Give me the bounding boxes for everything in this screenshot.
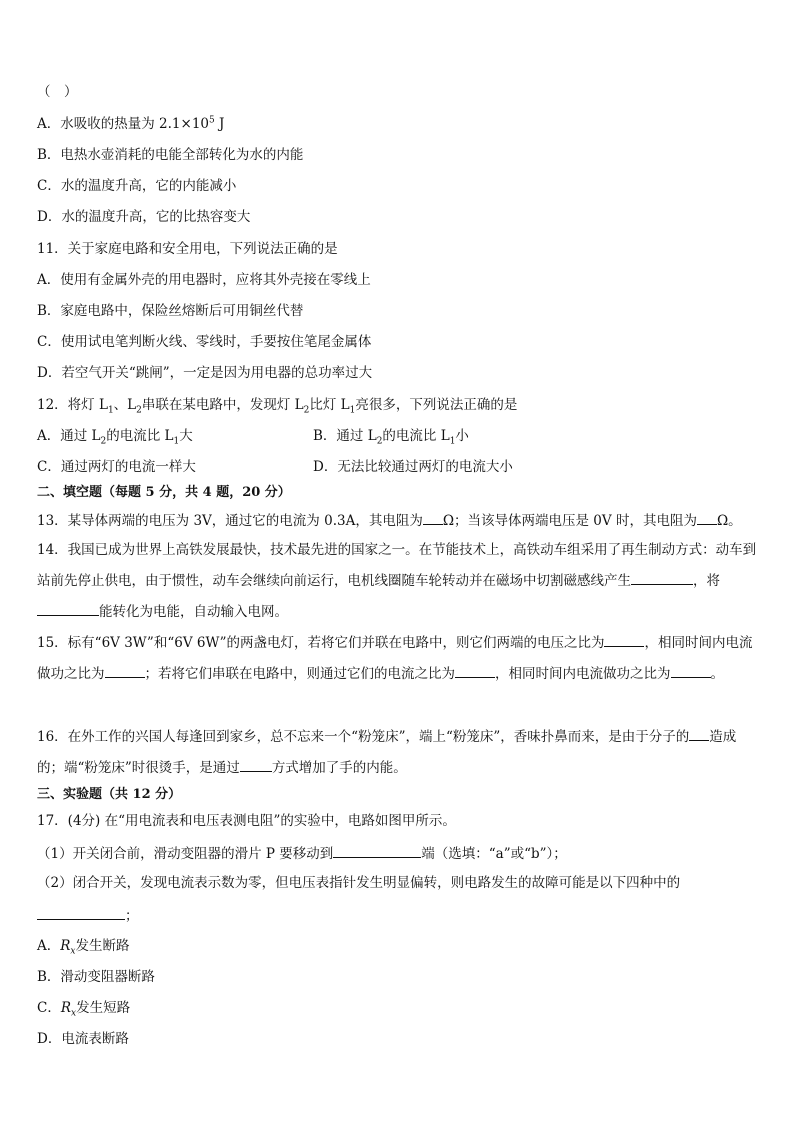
q14-blank-1[interactable]	[631, 570, 693, 585]
q15-blank-3[interactable]	[455, 663, 495, 678]
q11-option-b: B．家庭电路中，保险丝熔断后可用铜丝代替	[37, 303, 304, 319]
q11-stem: 11．关于家庭电路和安全用电，下列说法正确的是	[37, 241, 338, 257]
q11-option-a: A．使用有金属外壳的用电器时，应将其外壳接在零线上	[37, 272, 371, 288]
q10-option-d: D．水的温度升高，它的比热容变大	[37, 209, 251, 225]
q17-sub-1: （1）开关闭合前，滑动变阻器的滑片 P 要移动到 端（选填：“a”或“b”）；	[37, 843, 567, 863]
q14-blank-2[interactable]	[37, 601, 99, 616]
q10-option-a: A．水吸收的热量为 $2.1\times 10^5$ J	[37, 115, 225, 132]
q12-option-c: C．通过两灯的电流一样大	[37, 459, 196, 475]
q10-option-b: B．电热水壶消耗的电能全部转化为水的内能	[37, 147, 304, 163]
q13-blank-1[interactable]	[423, 510, 443, 525]
q10-option-c: C．水的温度升高，它的内能减小	[37, 178, 237, 194]
q17-option-a: A．$R_x$发生断路	[37, 938, 130, 957]
q12-option-b: B．通过 $L_2$的电流比 $L_1$小	[313, 428, 469, 447]
q12-option-a: A．通过 $L_2$的电流比 $L_1$大	[37, 428, 193, 447]
q11-option-c: C．使用试电笔判断火线、零线时，手要按住笔尾金属体	[37, 334, 372, 350]
q17-sub-2: （2）闭合开关，发现电流表示数为零，但电压表指针发生明显偏转，则电路发生的故障可能是以下四种中的	[37, 875, 681, 891]
q11-option-d: D．若空气开关“跳闸”，一定是因为用电器的总功率过大	[37, 365, 373, 381]
q17-blank-1[interactable]	[333, 843, 421, 858]
q17-option-b: B．滑动变阻器断路	[37, 969, 155, 985]
q17-stem: 17．(4分) 在“用电流表和电压表测电阻”的实验中，电路如图甲所示。	[37, 813, 456, 829]
q15-blank-1[interactable]	[604, 632, 644, 647]
q17-blank-2[interactable]	[37, 905, 125, 920]
q15-blank-4[interactable]	[671, 663, 711, 678]
q13-blank-2[interactable]	[697, 510, 717, 525]
q14: 14．我国已成为世界上高铁发展最快，技术最先进的国家之一。在节能技术上，高铁动车组采用了再生制动方式：动车到站前先停止供电，由于惯性，动车会继续向前运行，电机线圈随车轮转动并在磁场中切割磁感线产生 ，将能转化为电能，自动输入电网。	[37, 542, 757, 620]
q13: 13．某导体两端的电压为 3V，通过它的电流为 0.3A，其电阻为 Ω；当该导体两端电压是 0V 时，其电阻为 Ω。	[37, 510, 742, 530]
q17-option-d: D．电流表断路	[37, 1031, 129, 1047]
q16-blank-1[interactable]	[689, 726, 709, 741]
section-experiment-title: 三、实验题（共 12 分）	[37, 787, 182, 802]
q15-blank-2[interactable]	[105, 663, 145, 678]
q17-option-c: C．$R_x$发生短路	[37, 1000, 131, 1019]
q15: 15．标有“6V 3W”和“6V 6W”的两盏电灯，若将它们并联在电路中，则它们两端的电压之比为 ，相同时间内电流做功之比为 ；若将它们串联在电路中，则通过它们的电流之比为 ，相同时间内电流做功之比为 。	[37, 628, 757, 690]
q10-answer-paren: （ ）	[37, 84, 78, 100]
q16-blank-2[interactable]	[240, 757, 272, 772]
q17-sub-2-answer-line: ；	[37, 905, 139, 925]
q12-stem: 12．将灯 $L_1$、$L_2$串联在某电路中，发现灯 $L_2$比灯 $L_1$亮很多，下列说法正确的是	[37, 397, 518, 416]
q12-option-d: D．无法比较通过两灯的电流大小	[313, 459, 513, 475]
section-fill-in-title: 二、填空题（每题 5 分，共 4 题，20 分）	[37, 485, 291, 500]
q16: 16．在外工作的兴国人每逢回到家乡，总不忘来一个“粉笼床”，端上“粉笼床”，香味扑鼻而来，是由于分子的 造成的；端“粉笼床”时很烫手，是通过 方式增加了手的内能。	[37, 722, 757, 784]
